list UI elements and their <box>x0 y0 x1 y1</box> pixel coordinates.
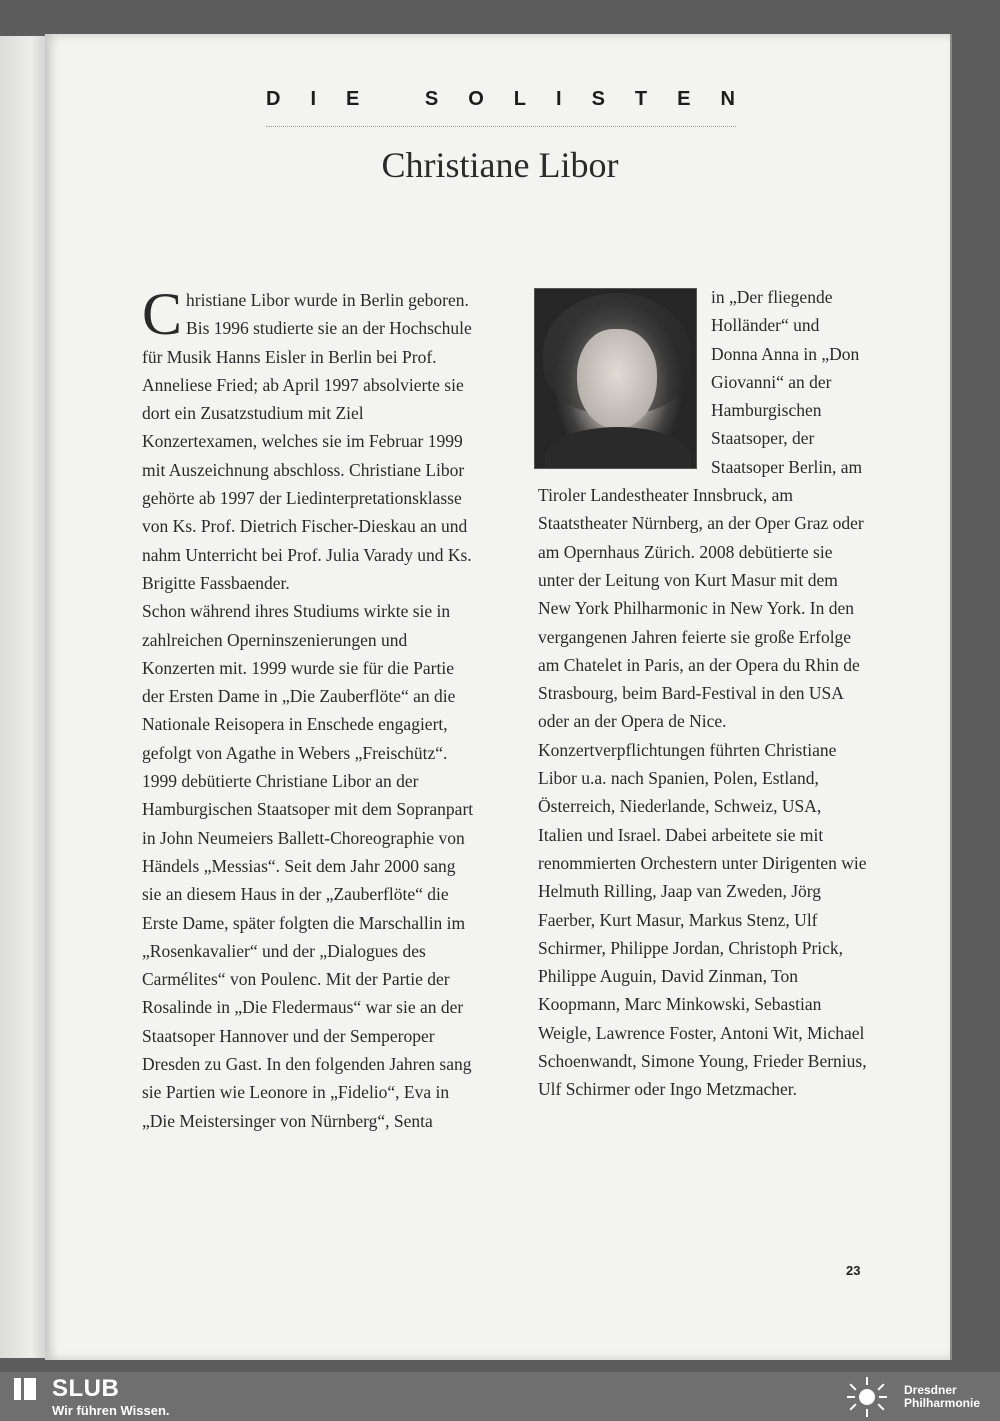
portrait-shoulders <box>545 427 691 469</box>
section-header <box>266 86 765 127</box>
article-column-right <box>538 283 870 1104</box>
section-header-text: DIE SOLISTEN <box>266 88 765 110</box>
viewer-footer <box>0 1372 1000 1421</box>
paragraph-1: hristiane Libor wurde in Berlin geboren. Bis 1996 studierte sie an der Hochschule für Musik Hanns Eisler in Berlin bei Prof. Anneliese Fried; ab April 1997 absolvierte sie dort ein Zusatzstudium mit Ziel Konzertexamen, welches sie im Februar 1999 mit Auszeichnung abschloss. Christiane Libor gehörte ab 1997 der Liedinterpretationsklasse von Ks. Prof. Dietrich Fischer-Dieskau an und nahm Unterricht bei Prof. Julia Varady und Ks. Brigitte Fassbaender. <box>142 290 472 593</box>
portrait-photo <box>534 288 697 469</box>
paragraph-4: Konzertverpflichtungen führten Christiane Libor u.a. nach Spanien, Polen, Estland, Österreich, Niederlande, Schweiz, USA, Italien und Israel. Dabei arbeitete sie mit renommierten Orchestern unter Dirigenten wie Helmuth Rilling, Jaap van Zweden, Jörg Faerber, Kurt Masur, Markus Stenz, Ulf Schirmer, Philippe Jordan, Christoph Prick, Philippe Auguin, David Zinman, Ton Koopmann, Marc Minkowski, Sebastian Weigle, Lawrence Foster, Antoni Wit, Michael Schoenwandt, Simone Young, Frieder Bernius, Ulf Schirmer oder Ingo Metzmacher. <box>538 739 867 1100</box>
slub-logo-text[interactable]: SLUB <box>52 1375 120 1402</box>
slub-tagline: Wir führen Wissen. <box>52 1403 170 1418</box>
drop-cap: C <box>142 281 183 347</box>
portrait-face <box>577 329 657 429</box>
slub-logo-icon[interactable] <box>14 1378 36 1400</box>
paragraph-3: in „Der fliegende Holländer“ und Donna Anna in „Don Giovanni“ an der Hamburgischen Staatsoper, der Staatsoper Berlin, am Tiroler Landestheater Innsbruck, am Staatstheater Nürnberg, an der Oper Graz oder am Opernhaus Zürich. 2008 debütierte sie unter der Leitung von Kurt Masur mit dem New York Philharmonic in New York. In den vergangenen Jahren feierte sie große Erfolge am Chatelet in Paris, an der Opera du Rhin de Strasbourg, beim Bard-Festival in den USA oder an der Opera de Nice. <box>538 287 864 732</box>
page-title: Christiane Libor <box>381 145 619 185</box>
article-column-left <box>142 281 477 1135</box>
philharmonie-logo-icon[interactable] <box>842 1376 892 1418</box>
philharmonie-name[interactable]: Dresdner Philharmonie <box>904 1383 981 1410</box>
paragraph-2: Schon während ihres Studiums wirkte sie in zahlreichen Operninszenierungen und Konzerten mit. 1999 wurde sie für die Partie der Ersten Dame in „Die Zauberflöte“ an die Nationale Reisopera in Enschede engagiert, gefolgt von Agathe in Webers „Freischütz“. 1999 debütierte Christiane Libor an der Hamburgischen Staatsoper mit dem Sopranpart in John Neumeiers Ballett-Choreographie von Händels „Messias“. Seit dem Jahr 2000 sang sie an diesem Haus in der „Zauberflöte“ die Erste Dame, später folgten die Marschallin im „Rosenkavalier“ und der „Dialogues des Carmélites“ von Poulenc. Mit der Partie der Rosalinde in „Die Fledermaus“ war sie an der Staatsoper Hannover und der Semperoper Dresden zu Gast. In den folgenden Jahren sang sie Partien wie Leonore in „Fidelio“, Eva in „Die Meistersinger von Nürnberg“, Senta <box>142 601 474 1131</box>
page-number: 23 <box>846 1263 861 1278</box>
